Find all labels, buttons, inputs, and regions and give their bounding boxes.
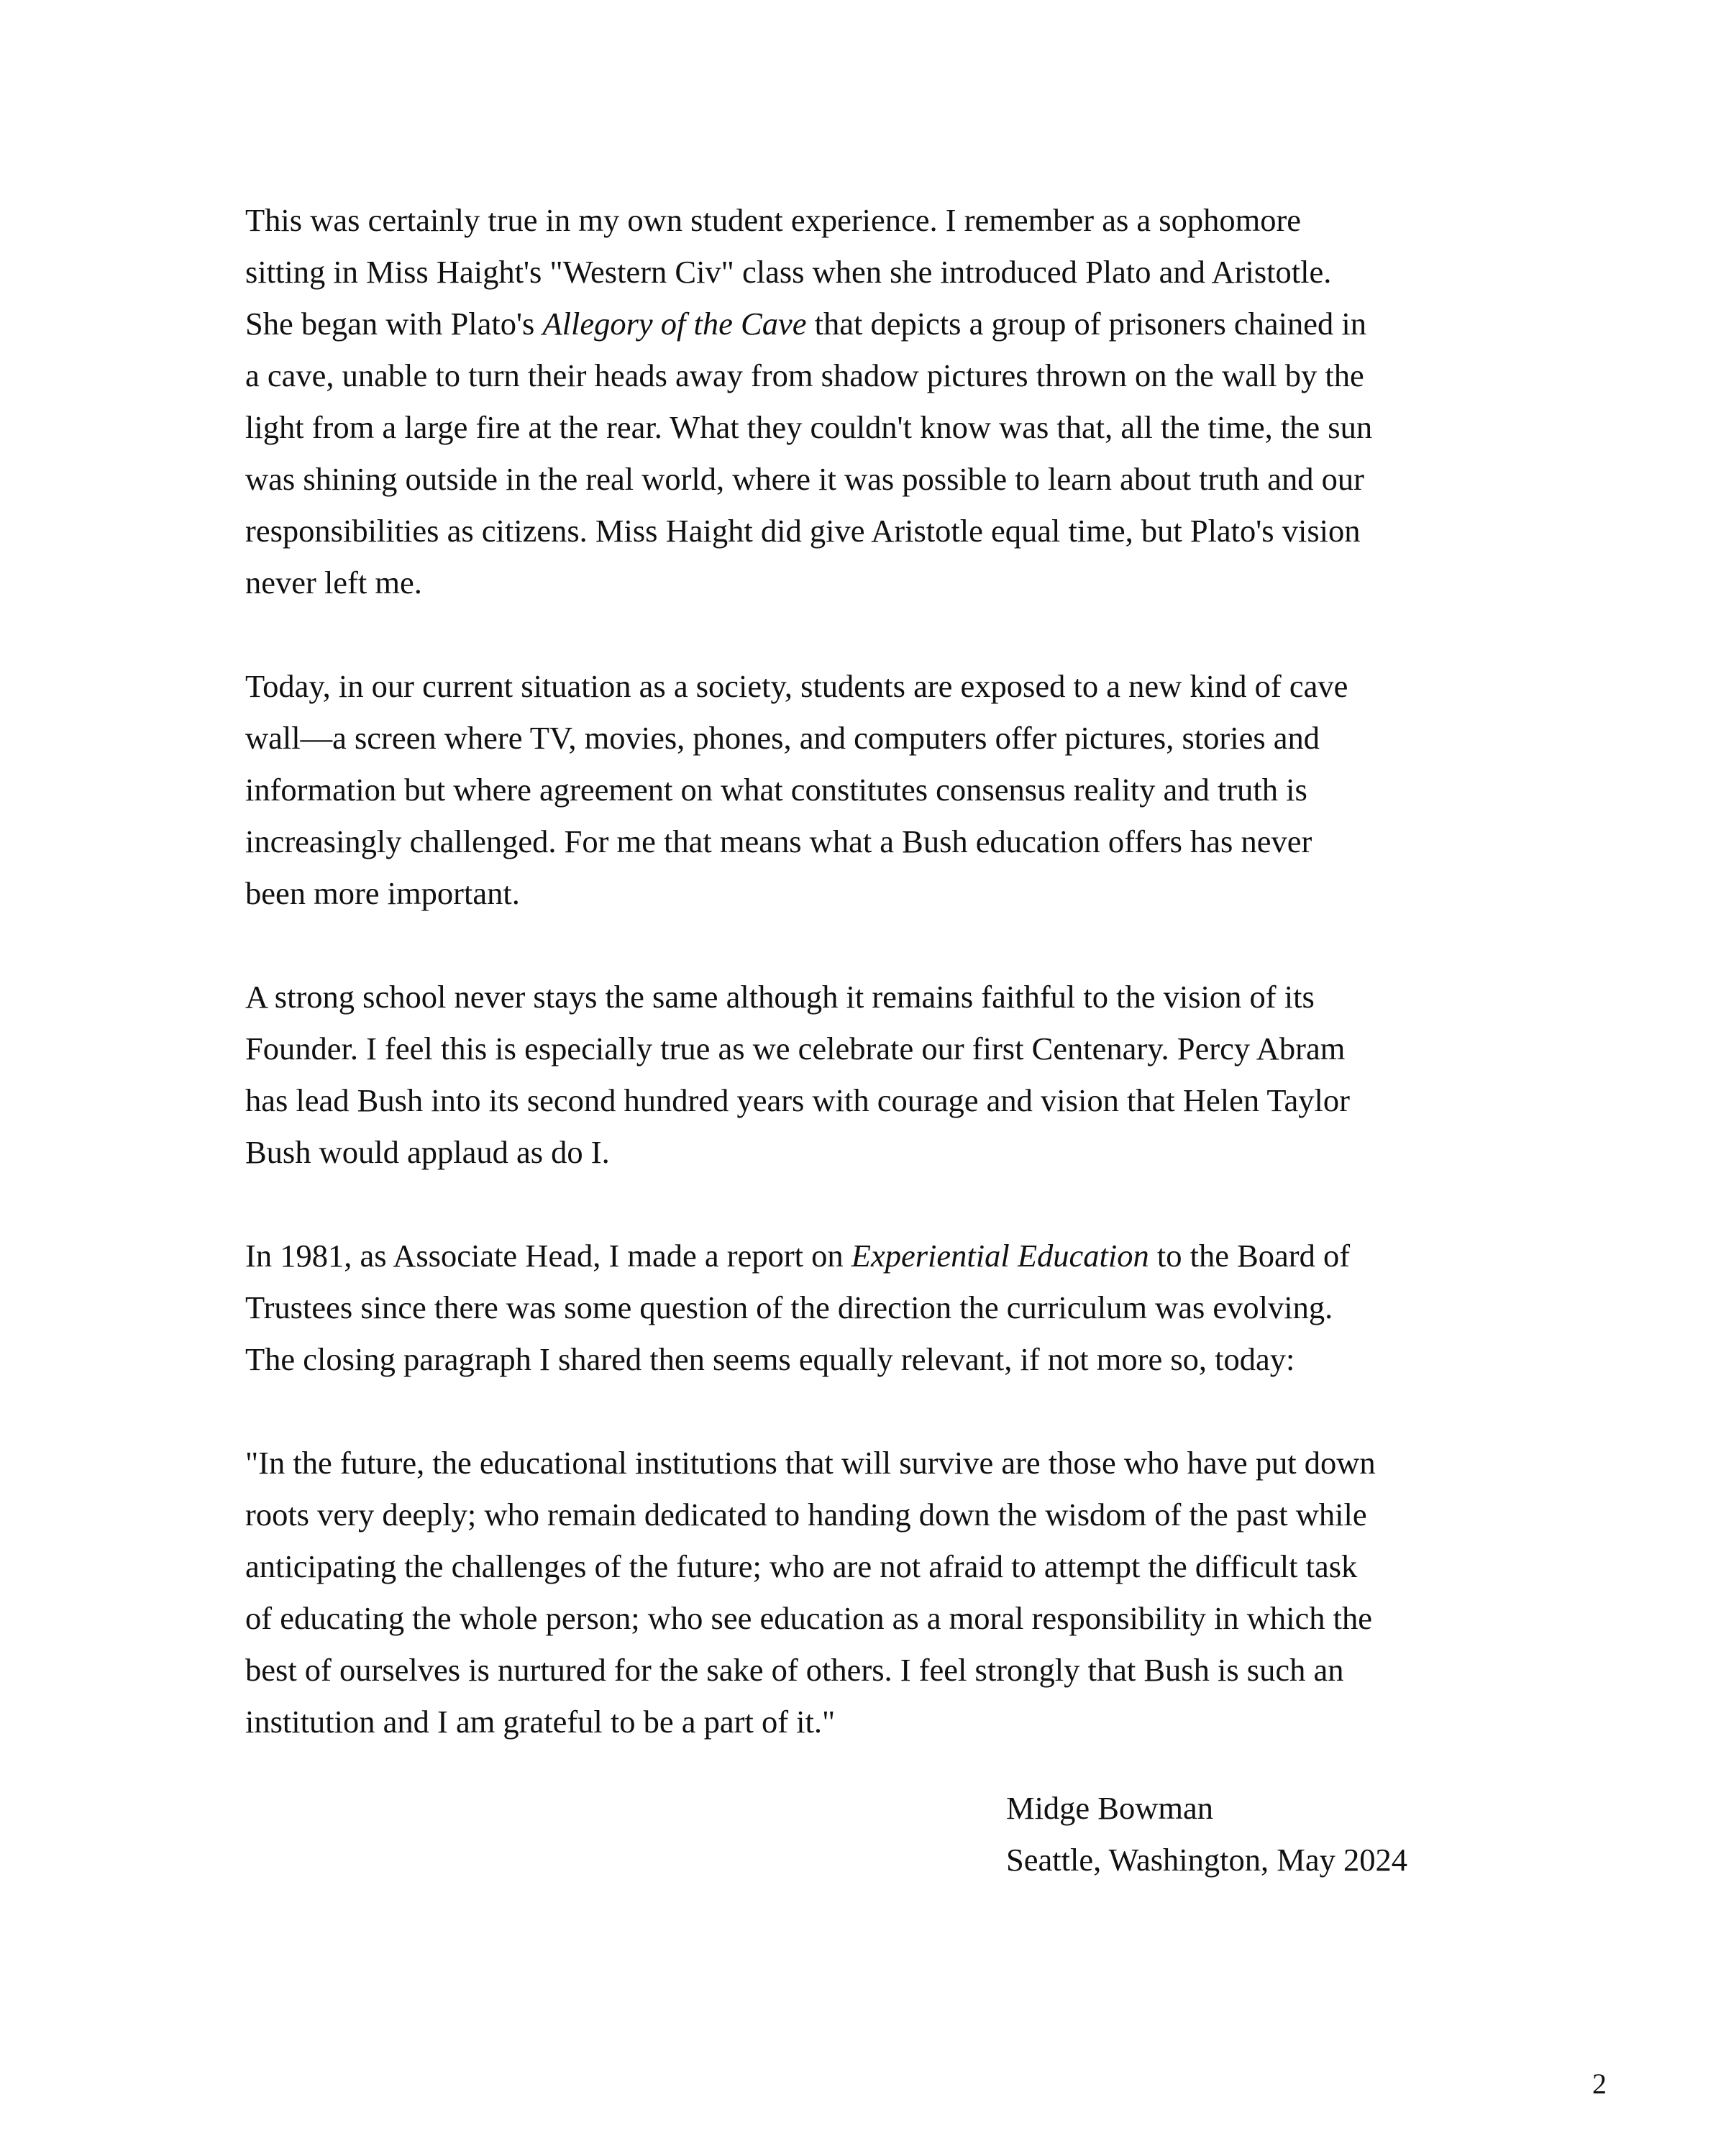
- paragraph-4-text-end: to the Board of Trustees since there was some question of the direction the curriculum was evolving. The closing paragraph I shared then seems equally relevant, if not more so, today:: [245, 1238, 1351, 1377]
- paragraph-1-text-end: that depicts a group of prisoners chained in a cave, unable to turn their heads away from shadow pictures thrown on the wall by the light from a large fire at the rear. What they couldn't know was that, all the time, the sun was shining outside in the real world, where it was possible to learn about truth and our responsibilities as citizens. Miss Haight did give Aristotle equal time, but Plato's vision never left me.: [245, 306, 1373, 600]
- letter-body: [245, 194, 1540, 1799]
- paragraph-strong-school: A strong school never stays the same although it remains faithful to the vision of its Founder. I feel this is especially true as we celebrate our first Centenary. Percy Abram has lead Bush into its second hundred years with courage and vision that Helen Taylor Bush would applaud as do I.: [245, 979, 1350, 1170]
- page-number: 2: [1592, 2068, 1607, 2100]
- report-title: Experiential Education: [851, 1238, 1149, 1274]
- paragraph-1-text-start: This was certainly true in my own student experience. I remember as a sophomore sitting in Miss Haight's "Western Civ" class when she introduced Plato and Aristotle. She began with Plato's: [245, 202, 1332, 342]
- paragraph-cave-wall: Today, in our current situation as a society, students are exposed to a new kind of cave wall—a screen where TV, movies, phones, and computers offer pictures, stories and information but where agreement on what constitutes consensus reality and truth is increasingly challenged. For me that means what a Bush education offers has never been more important.: [245, 668, 1348, 911]
- paragraph-closing-quote: "In the future, the educational institutions that will survive are those who have put down roots very deeply; who remain dedicated to handing down the wisdom of the past while anticipating the challenges of the future; who are not afraid to attempt the difficult task of educating the whole person; who see education as a moral responsibility in which the best of ourselves is nurtured for the sake of others. I feel strongly that Bush is such an institution and I am grateful to be a part of it.": [245, 1445, 1376, 1740]
- signature-name: Midge Bowman: [1006, 1790, 1213, 1826]
- signature-place-date: Seattle, Washington, May 2024: [1006, 1842, 1407, 1878]
- paragraph-report-1981: [245, 1230, 1540, 1385]
- paragraph-4-text-start: In 1981, as Associate Head, I made a report on: [245, 1238, 851, 1274]
- allegory-title: Allegory of the Cave: [542, 306, 807, 342]
- paragraph-student-experience: [245, 194, 1540, 608]
- signature-block: [1006, 1782, 1407, 1886]
